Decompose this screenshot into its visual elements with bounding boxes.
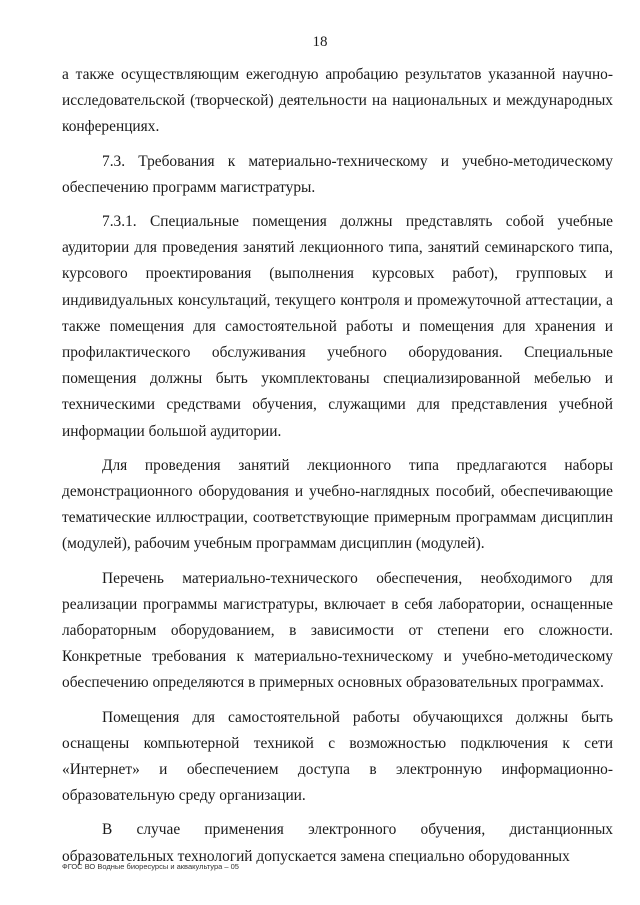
paragraph-e-learning: В случае применения электронного обучения, дистанционных образовательных технологий допускается замена специально оборудованных [62,821,613,865]
document-footer: ФГОС ВО Водные биоресурсы и аквакультура – 05 [62,862,239,871]
paragraph-self-study-rooms: Помещения для самостоятельной работы обучающихся должны быть оснащены компьютерной техникой с возможностью подключения к сети «Интернет» и обеспечением доступа в электронную информационно-образовательную среду организации. [62,708,613,805]
page-number: 18 [312,34,328,50]
section-heading-7-3: 7.3. Требования к материально-техническому и учебно-методическому обеспечению программ магистратуры. [62,152,613,196]
paragraph-continuation: а также осуществляющим ежегодную апробацию результатов указанной научно-исследовательской (творческой) деятельности на национальных и международных конференциях. [62,66,613,136]
paragraph-7-3-1: 7.3.1. Специальные помещения должны представлять собой учебные аудитории для проведения занятий лекционного типа, занятий семинарского типа, курсового проектирования (выполнения курсовых работ), групповых и индивидуальных консультаций, текущего контроля и промежуточной аттестации, а также помещения для самостоятельной работы и помещения для хранения и профилактического обслуживания учебного оборудования. Специальные помещения должны быть укомплектованы специализированной мебелью и техническими средствами обучения, служащими для представления учебной информации большой аудитории. [62,213,613,440]
paragraph-lecture-equipment: Для проведения занятий лекционного типа предлагаются наборы демонстрационного оборудования и учебно-наглядных пособий, обеспечивающие тематические иллюстрации, соответствующие примерным программам дисциплин (модулей), рабочим учебным программам дисциплин (модулей). [62,456,613,553]
document-body [62,62,613,878]
paragraph-equipment-list: Перечень материально-технического обеспечения, необходимого для реализации программы магистратуры, включает в себя лаборатории, оснащенные лабораторным оборудованием, в зависимости от степени его сложности. Конкретные требования к материально-техническому и учебно-методическому обеспечению определяются в примерных основных образовательных программах. [62,569,613,692]
